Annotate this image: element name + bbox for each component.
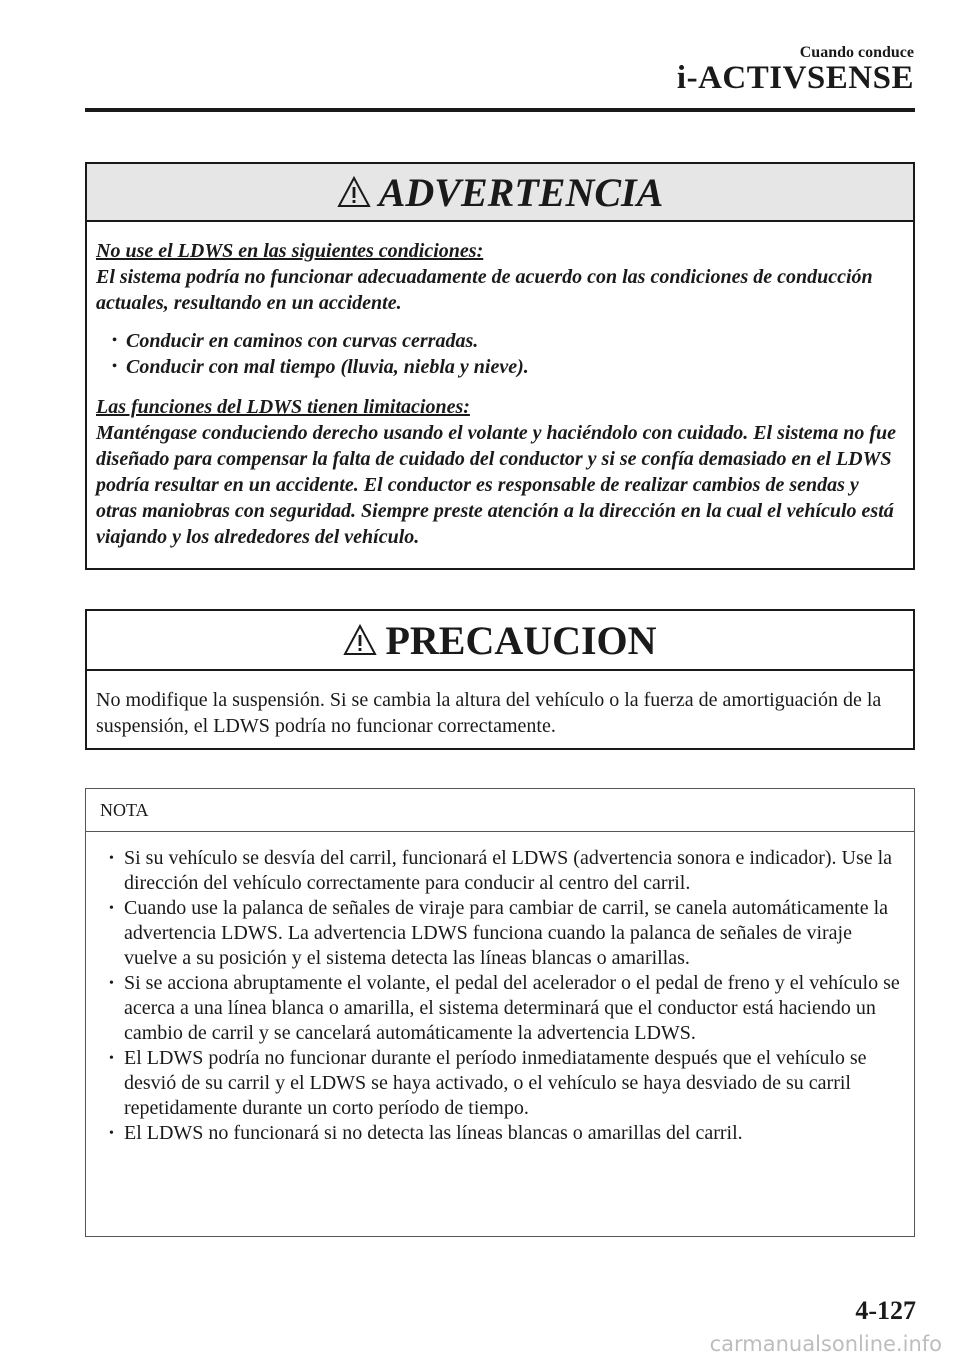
- page-number: 4-127: [855, 1296, 916, 1325]
- watermark: carmanualsonline.info: [709, 1332, 942, 1356]
- warning-subheading-conditions: No use el LDWS en las siguientes condiciones:: [96, 240, 484, 262]
- note-box: [85, 788, 915, 1237]
- chapter-title: i-ACTIVSENSE: [676, 60, 914, 96]
- warning-text-limitations: Manténgase conduciendo derecho usando el volante y haciéndolo con cuidado. El sistema no fue diseñado para compensar la falta de cuidado del conductor y si se confía demasiado en el LDWS podría resultar en un accidente. El conductor es responsable de realizar cambios de sendas y otras maniobras con seguridad. Siempre preste atención a la dirección en la cual el vehículo está viajando y los alrededores del vehículo.: [96, 422, 897, 548]
- note-body: [86, 832, 914, 1146]
- note-item: • Si su vehículo se desvía del carril, funcionará el LDWS (advertencia sonora e indicador). Use la dirección del vehículo correctamente para conducir al centro del carril.: [94, 846, 906, 896]
- note-list: [94, 846, 906, 1146]
- warning-body: [87, 222, 913, 550]
- note-heading: NOTA: [86, 789, 914, 832]
- warning-bullet: • Conducir con mal tiempo (lluvia, niebla y nieve).: [96, 354, 903, 380]
- warning-box: [85, 162, 915, 570]
- warning-heading: ADVERTENCIA: [378, 169, 664, 215]
- warning-header: [87, 164, 913, 222]
- caution-text: No modifique la suspensión. Si se cambia la altura del vehículo o la fuerza de amortiguación de la suspensión, el LDWS podría no funcionar correctamente.: [96, 689, 882, 737]
- warning-triangle-icon: [337, 176, 371, 208]
- warning-bullet-list: [96, 328, 903, 380]
- note-item: • El LDWS podría no funcionar durante el período inmediatamente después que el vehículo se desvió de su carril y el LDWS se haya activado, o el vehículo se haya desviado de su carril repetidamente durante un corto período de tiempo.: [94, 1046, 906, 1121]
- warning-bullet: • Conducir en caminos con curvas cerradas.: [96, 328, 903, 354]
- warning-subheading-limitations: Las funciones del LDWS tienen limitaciones:: [96, 396, 470, 418]
- section-name: Cuando conduce: [799, 44, 914, 61]
- note-item: • Si se acciona abruptamente el volante, el pedal del acelerador o el pedal de freno y el vehículo se acerca a una línea blanca o amarilla, el sistema determinará que el conductor está haciendo un cambio de carril y se cancelará automáticamente la advertencia LDWS.: [94, 971, 906, 1046]
- caution-heading: PRECAUCION: [385, 617, 657, 663]
- caution-header: [87, 611, 913, 671]
- header-divider: [85, 108, 915, 112]
- warning-text-conditions: El sistema podría no funcionar adecuadamente de acuerdo con las condiciones de conducción actuales, resultando en un accidente.: [96, 266, 873, 314]
- note-item: • El LDWS no funcionará si no detecta las líneas blancas o amarillas del carril.: [94, 1121, 906, 1146]
- note-item: • Cuando use la palanca de señales de viraje para cambiar de carril, se canela automáticamente la advertencia LDWS. La advertencia LDWS funciona cuando la palanca de señales de viraje vuelve a su posición y el sistema detecta las líneas blancas o amarillas.: [94, 896, 906, 971]
- warning-triangle-icon: [343, 624, 377, 656]
- caution-box: [85, 609, 915, 750]
